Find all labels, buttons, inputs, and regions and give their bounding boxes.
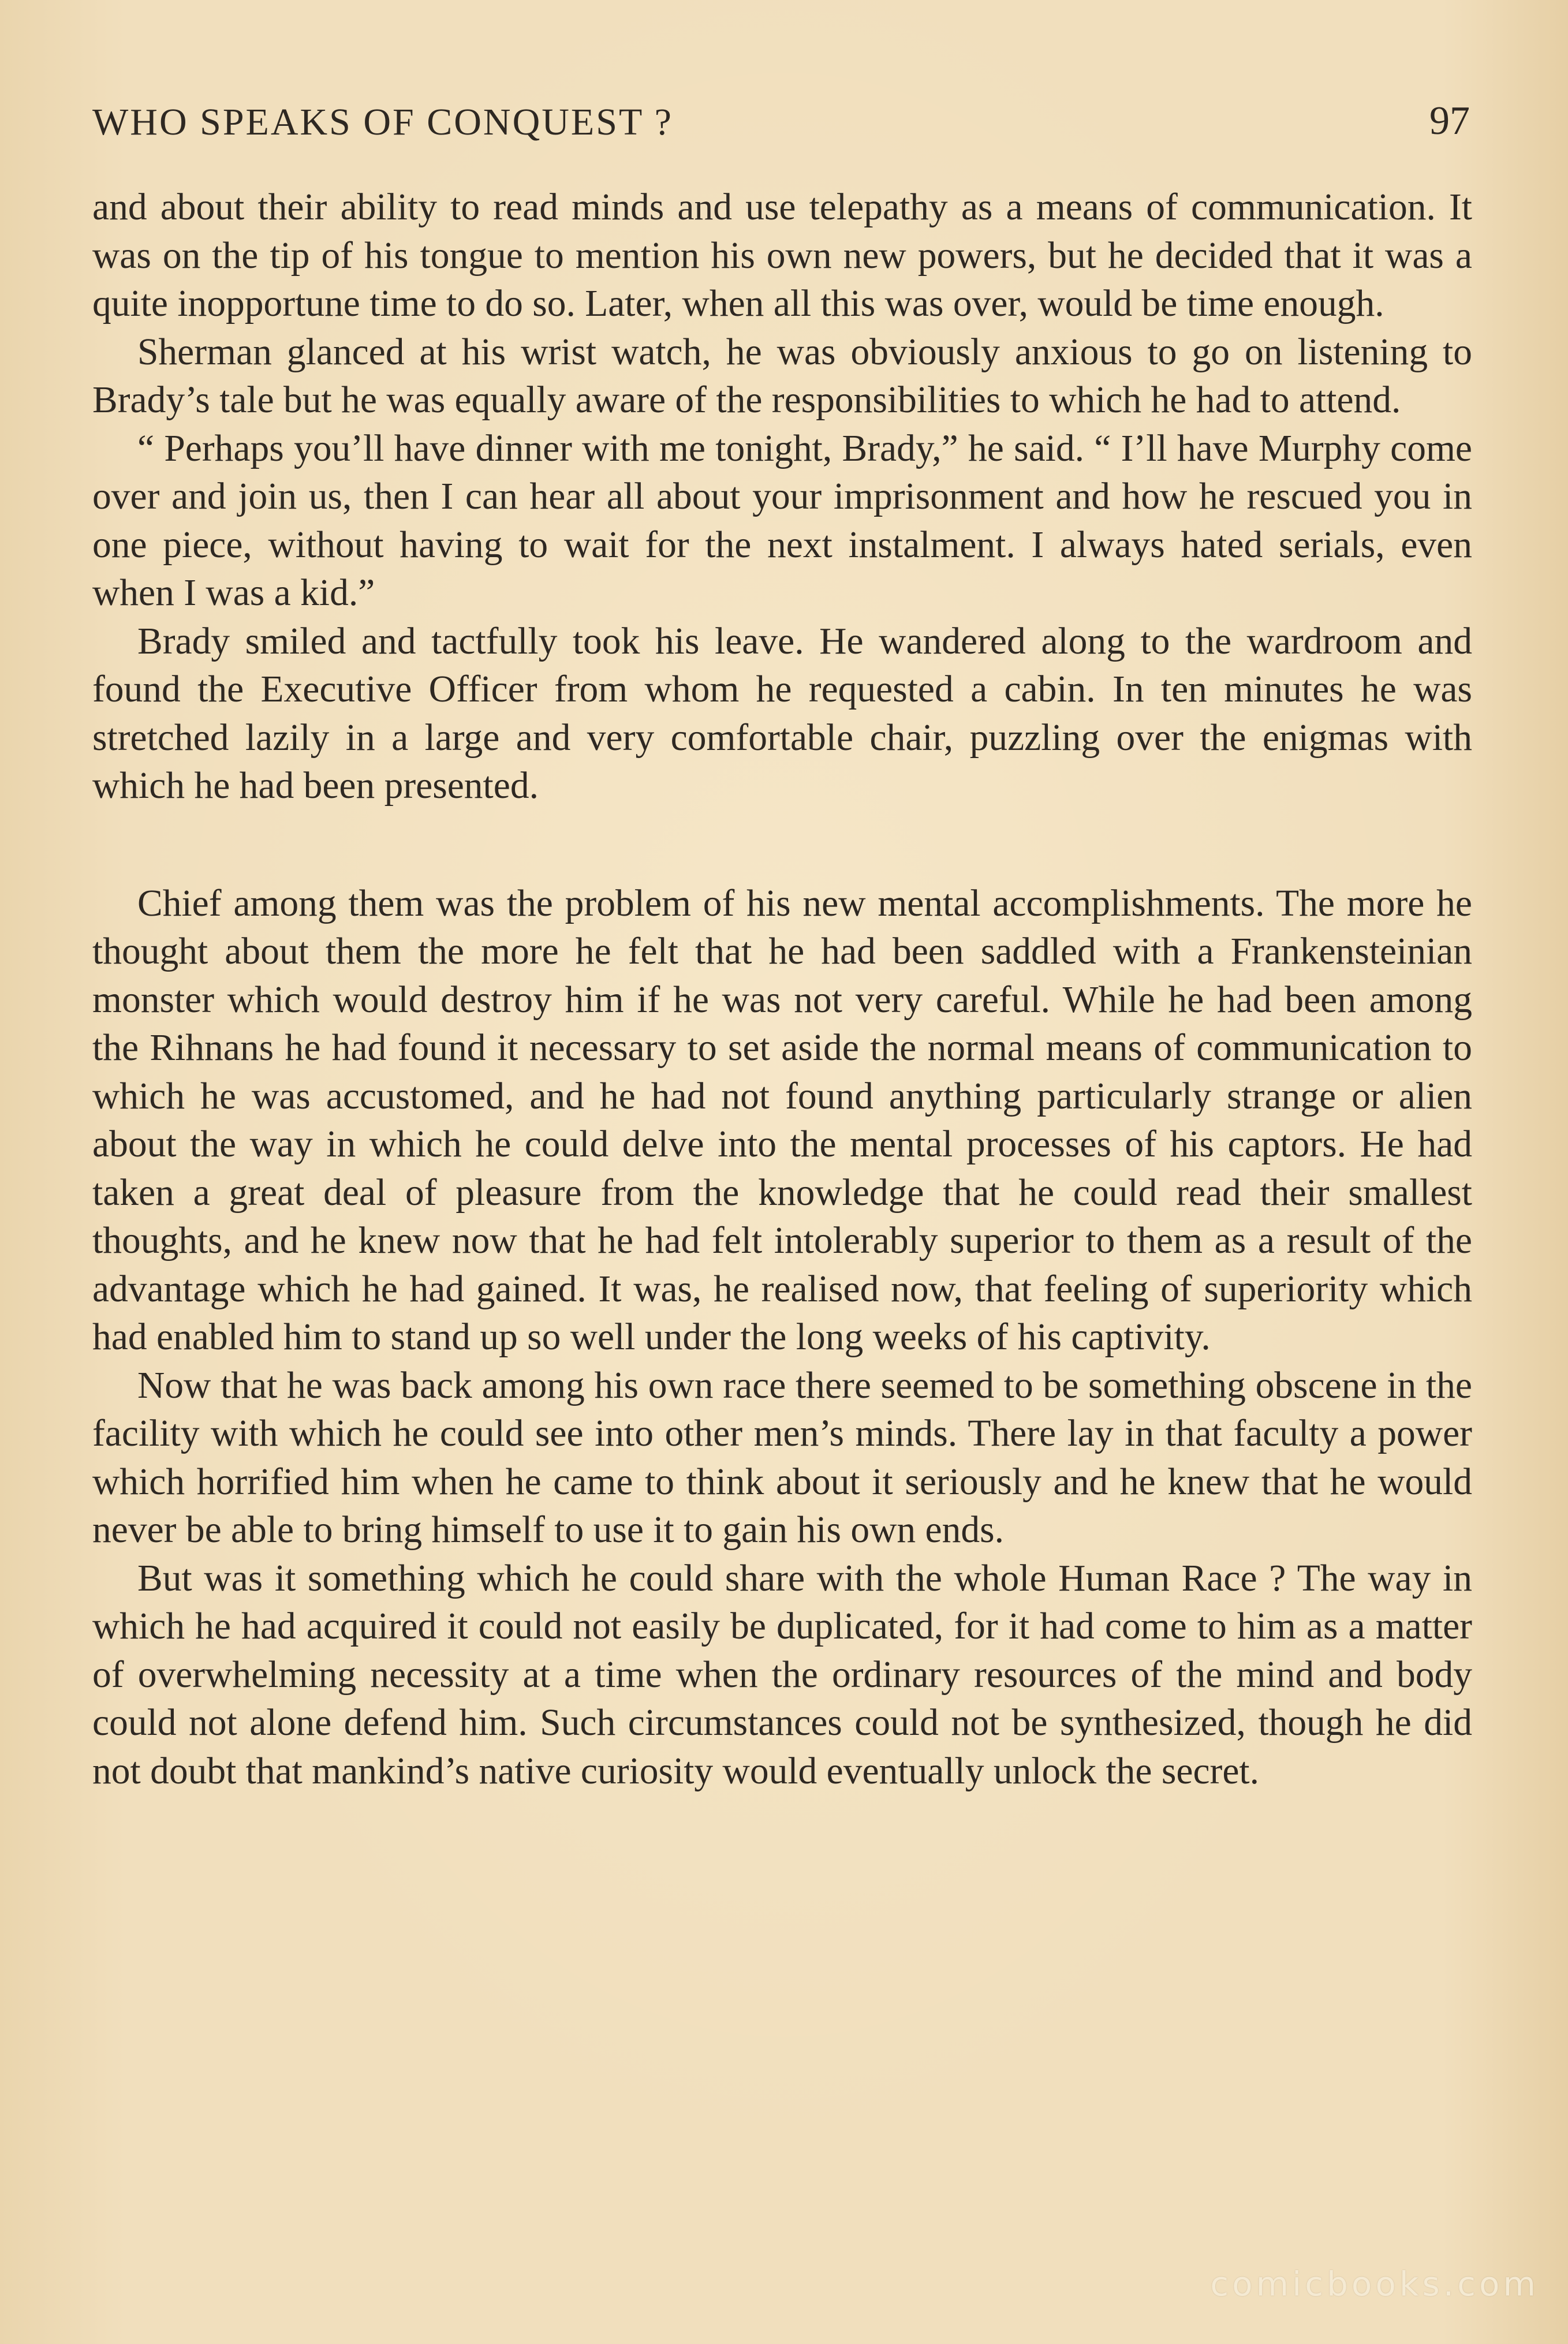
paragraph: But was it something which he could share with the whole Human Race ? The way in which he had acquired it could not easily be duplicated, for it had come to him as a matter of overwhelming necessity at a time when the ordinary resources of the mind and body could not alone defend him. Such circumstances could not be synthesized, though he did not doubt that mankind’s native curiosity would eventually unlock the secret.	[92, 1557, 1472, 1792]
paragraph: Chief among them was the problem of his new mental accomplishments. The more he thought about them the more he felt that he had been saddled with a Frankensteinian monster which would destroy him if he was not very careful. While he had been among the Rihnans he had found it necessary to set aside the normal means of communication to which he was accustomed, and he had not found anything particularly strange or alien about the way in which he could delve into the mental processes of his captors. He had taken a great deal of pleasure from the knowledge that he could read their smallest thoughts, and he knew now that he had felt intolerably superior to them as a result of the advantage which he had gained. It was, he realised now, that feeling of superiority which had enabled him to stand up so well under the long weeks of his captivity.	[92, 882, 1472, 1358]
section-break	[92, 811, 1472, 880]
paragraph: Now that he was back among his own race there seemed to be something obscene in the facility with which he could see into other men’s minds. There lay in that faculty a power which horrified him when he came to think about it seriously and he knew that he would never be able to bring himself to use it to gain his own ends.	[92, 1364, 1472, 1551]
paragraph: “ Perhaps you’ll have dinner with me tonight, Brady,” he said. “ I’ll have Murphy come over and join us, then I can hear all about your imprisonment and how he rescued you in one piece, without having to wait for the next instalment. I always hated serials, even when I was a kid.”	[92, 427, 1472, 614]
body-text	[92, 184, 1472, 1796]
paragraph: Brady smiled and tactfully took his leave. He wandered along to the wardroom and found the Executive Officer from whom he requested a cabin. In ten minutes he was stretched lazily in a large and very comfortable chair, puzzling over the enigmas with which he had been presented.	[92, 620, 1472, 807]
running-header	[92, 87, 1470, 144]
paragraph: and about their ability to read minds and use telepathy as a means of communication. It was on the tip of his tongue to mention his own new powers, but he decided that it was a quite inopportune time to do so. Later, when all this was over, would be time enough.	[92, 186, 1472, 324]
running-title: WHO SPEAKS OF CONQUEST ?	[92, 101, 673, 143]
watermark: comicbooks.com	[1210, 2264, 1539, 2304]
page-number: 97	[1429, 99, 1470, 143]
paragraph: Sherman glanced at his wrist watch, he was obviously anxious to go on listening to Brady’s tale but he was equally aware of the responsibilities to which he had to attend.	[92, 331, 1472, 421]
